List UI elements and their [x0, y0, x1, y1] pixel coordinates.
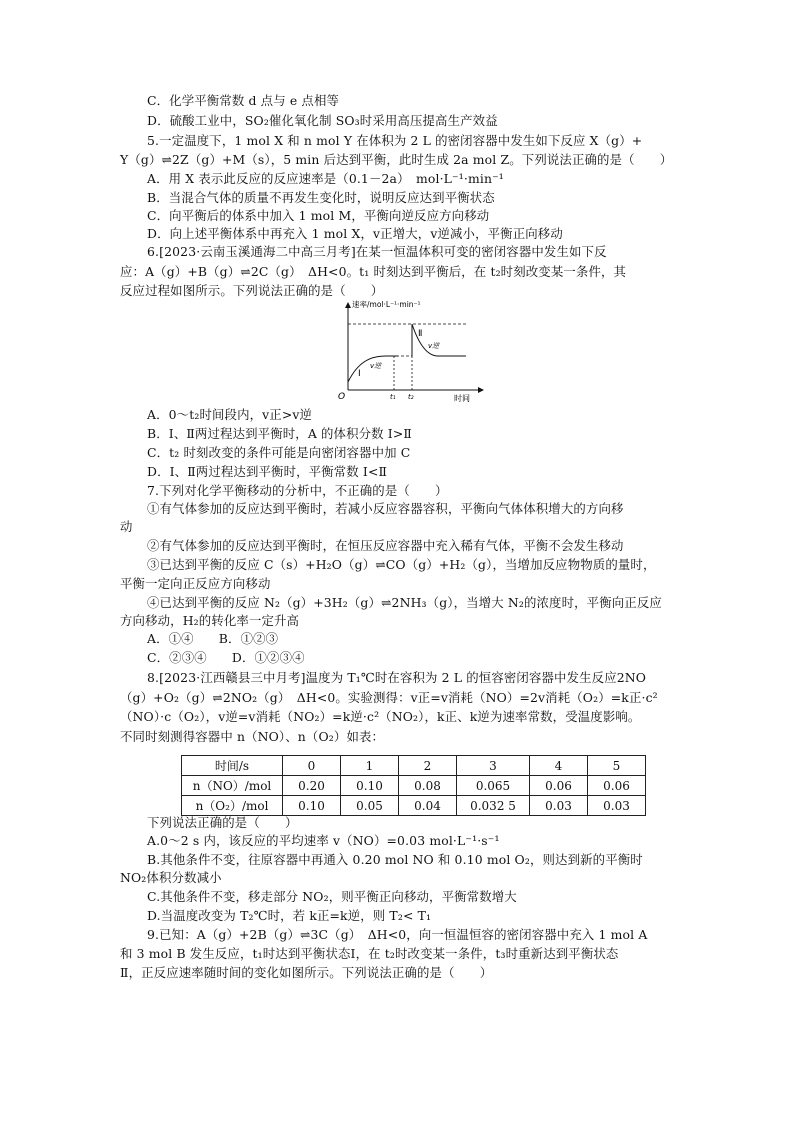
table-cell: 0.032 5: [457, 796, 530, 816]
table-cell: 0.03: [588, 796, 646, 816]
statement-2: ②有气体参加的反应达到平衡时，在恒压反应容器中充入稀有气体，平衡不会发生移动: [147, 538, 624, 553]
label-II: Ⅱ: [418, 329, 423, 339]
text-line: Ⅱ，正反应速率随时间的变化如图所示。下列说法正确的是（ ）: [120, 965, 493, 980]
option-c: C．t₂ 时刻改变的条件可能是向密闭容器中加 C: [147, 445, 411, 460]
table-row: [182, 776, 646, 796]
t1-label: t₁: [390, 393, 396, 401]
statement-4: ④已达到平衡的反应 N₂（g）+3H₂（g）⇌2NH₃（g），当增大 N₂的浓度时，平衡向正反应: [147, 595, 662, 610]
table-cell: 0.06: [588, 776, 646, 796]
table-cell: 0.03: [530, 796, 588, 816]
question-9-line: 9.已知：A（g）+2B（g）⇌3C（g） ΔH<0，向一恒温恒容的密闭容器中充入 1 mol A: [147, 927, 648, 942]
statement-3: ③已达到平衡的反应 C（s）+H₂O（g）⇌CO（g）+H₂（g），当增加反应物物质的量时，: [147, 557, 656, 572]
options-ab: A．①④ B．①②③: [147, 631, 279, 646]
table-cell: 0.05: [341, 796, 399, 816]
text-line: （NO）·c（O₂），v逆=v消耗（NO₂）=k逆·c²（NO₂），k正、k逆为速率常数，受温度影响。: [120, 709, 641, 724]
question-5-line: 5.一定温度下，1 mol X 和 n mol Y 在体积为 2 L 的密闭容器中发生如下反应 X（g）+: [147, 133, 643, 148]
question-6-line: 6.[2023·云南玉溪通海二中高三月考]在某一恒温体积可变的密闭容器中发生如下反: [147, 244, 607, 259]
table-header-cell: 时间/s: [182, 756, 283, 776]
table-header-cell: 5: [588, 756, 646, 776]
question-8-line: 8.[2023·江西赣县三中月考]温度为 T₁℃时在容积为 2 L 的恒容密闭容器中发生反应2NO: [147, 670, 647, 685]
v-label-I: v逆: [370, 362, 382, 370]
option-a: A．0～t₂时间段内，v正>v逆: [147, 407, 313, 422]
data-table: [181, 755, 646, 816]
text-line: 动: [120, 519, 133, 534]
table-cell: 0.06: [530, 776, 588, 796]
text-line: 不同时刻测得容器中 n（NO）、n（O₂）如表：: [120, 729, 385, 744]
table-cell: n（NO）/mol: [182, 776, 283, 796]
text-line: 方向移动，H₂的转化率一定升高: [120, 613, 300, 628]
t2-label: t₂: [408, 393, 414, 401]
text-line: 平衡一定向正反应方向移动: [120, 576, 271, 591]
option-c: C．向平衡后的体系中加入 1 mol M，平衡向逆反应方向移动: [147, 208, 490, 223]
table-cell: 0.065: [457, 776, 530, 796]
table-header-row: [182, 756, 646, 776]
text-line: 应：A（g）+B（g）⇌2C（g） ΔH<0。t₁ 时刻达到平衡后，在 t₂时刻改变某一条件，其: [120, 264, 627, 279]
option-b: B．Ⅰ、Ⅱ两过程达到平衡时，A 的体积分数 Ⅰ>Ⅱ: [147, 426, 412, 441]
text-line: C．化学平衡常数 d 点与 e 点相等: [147, 93, 340, 108]
option-c: C.其他条件不变，移走部分 NO₂，则平衡正向移动，平衡常数增大: [147, 889, 517, 904]
options-cd: C．②③④ D．①②③④: [147, 650, 305, 665]
option-a: A.0～2 s 内，该反应的平均速率 v（NO）=0.03 mol·L⁻¹·s⁻¹: [147, 833, 500, 848]
table-header-cell: 3: [457, 756, 530, 776]
table-cell: n（O₂）/mol: [182, 796, 283, 816]
figure-xlabel: 时间: [454, 394, 470, 403]
label-I: Ⅰ: [358, 369, 361, 379]
text-line: NO₂体积分数减小: [120, 870, 222, 885]
option-d: D.当温度改变为 T₂℃时，若 k正=k逆，则 T₂< T₁: [147, 908, 432, 923]
text-line: Y（g）⇌2Z（g）+M（s），5 min 后达到平衡，此时生成 2a mol Z。下列说法正确的是（ ）: [120, 152, 673, 167]
text-line: （g）+O₂（g）⇌2NO₂（g） ΔH<0。实验测得：v正=v消耗（NO）=2v消耗（O₂）=k正·c²: [120, 690, 658, 705]
table-header-cell: 4: [530, 756, 588, 776]
figure-ylabel: 速率/mol·L⁻¹·min⁻¹: [352, 300, 421, 309]
table-header-cell: 1: [341, 756, 399, 776]
table-cell: 0.20: [283, 776, 341, 796]
table-cell: 0.10: [341, 776, 399, 796]
table-cell: 0.04: [399, 796, 457, 816]
figure-origin: O: [338, 392, 346, 402]
text-line: D．硫酸工业中，SO₂催化氧化制 SO₃时采用高压提高生产效益: [147, 113, 498, 128]
table-header-cell: 0: [283, 756, 341, 776]
option-b: B．当混合气体的质量不再发生变化时，说明反应达到平衡状态: [147, 190, 495, 205]
option-a: A．用 X 表示此反应的反应速率是（0.1－2a） mol·L⁻¹·min⁻¹: [147, 171, 504, 186]
option-b: B.其他条件不变，往原容器中再通入 0.20 mol NO 和 0.10 mol O₂，则达到新的平衡时: [147, 852, 643, 867]
text-line: 下列说法正确的是（ ）: [147, 815, 298, 830]
table-header-cell: 2: [399, 756, 457, 776]
question-7-line: 7.下列对化学平衡移动的分析中，不正确的是（ ）: [147, 483, 448, 498]
v-label-II: v逆: [428, 342, 440, 350]
option-d: D．向上述平衡体系中再充入 1 mol X，v正增大，v逆减小，平衡正向移动: [147, 226, 563, 241]
statement-1: ①有气体参加的反应达到平衡时，若减小反应容器容积，平衡向气体体积增大的方向移: [147, 501, 624, 516]
text-line: 和 3 mol B 发生反应，t₁时达到平衡状态Ⅰ，在 t₂时改变某一条件，t₃时重新达到平衡状态: [120, 946, 619, 961]
option-d: D．Ⅰ、Ⅱ两过程达到平衡时，平衡常数 Ⅰ<Ⅱ: [147, 464, 388, 479]
table-cell: 0.10: [283, 796, 341, 816]
text-line: 反应过程如图所示。下列说法正确的是（ ）: [120, 283, 384, 298]
rate-time-figure: [328, 298, 488, 404]
table-cell: 0.08: [399, 776, 457, 796]
